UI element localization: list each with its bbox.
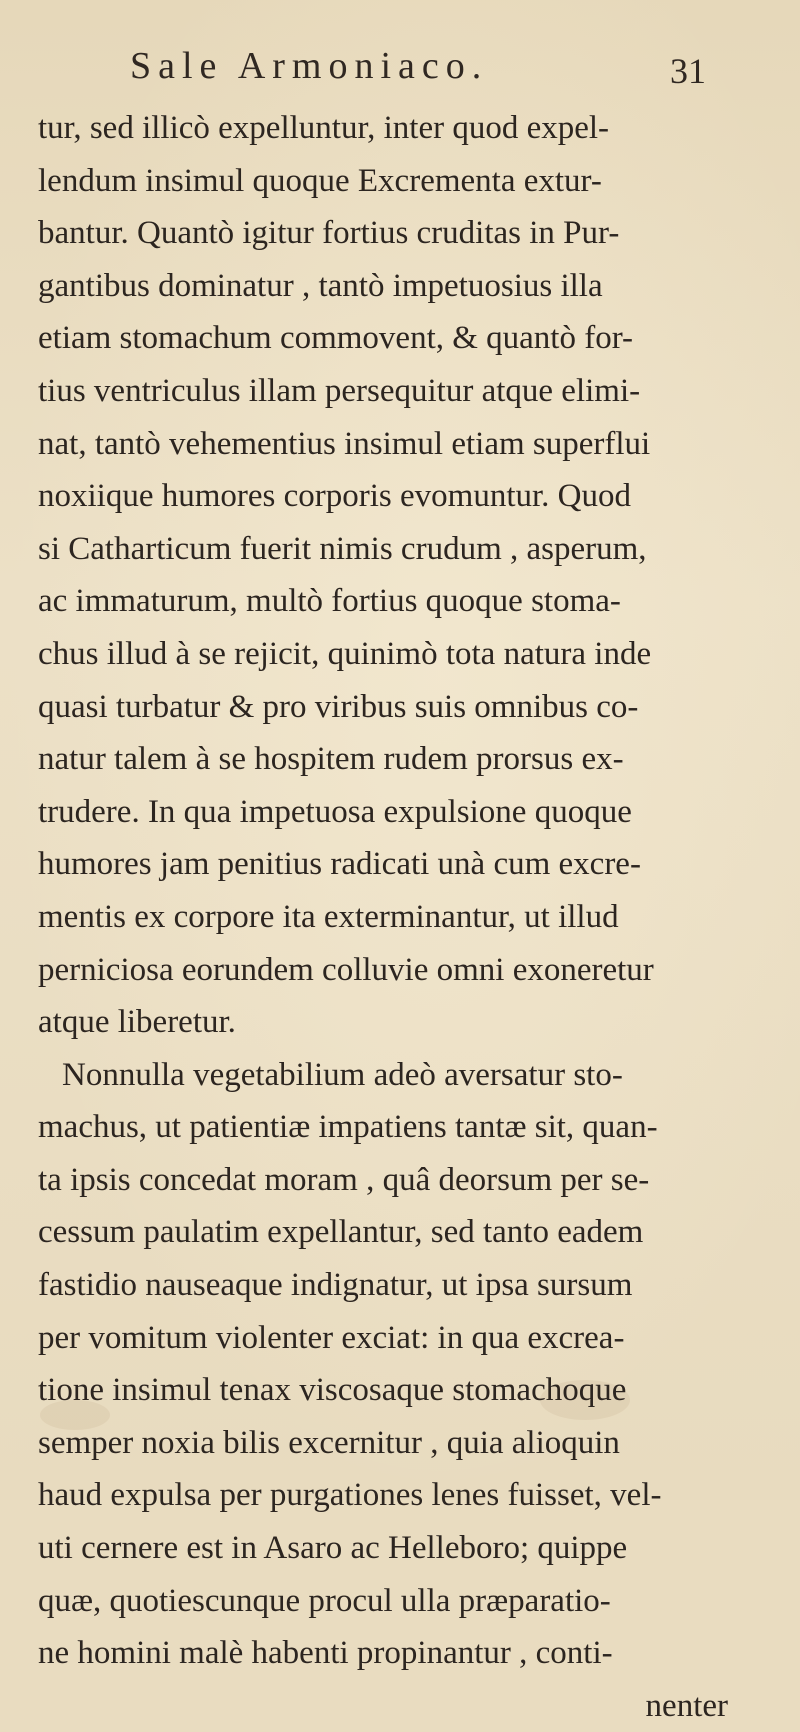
text-line: nat, tantò vehementius insimul etiam superflui: [38, 425, 651, 462]
text-line: atque liberetur.: [38, 1004, 236, 1041]
text-line: si Catharticum fuerit nimis crudum , asperum,: [38, 530, 647, 567]
text-line: tur, sed illicò expelluntur, inter quod expel-: [38, 110, 610, 146]
text-line: trudere. In qua impetuosa expulsione quoque: [38, 793, 632, 830]
text-line: haud expulsa per purgationes lenes fuisset, vel-: [38, 1477, 662, 1514]
text-line: mentis ex corpore ita exterminantur, ut illud: [38, 898, 619, 935]
text-line: quasi turbatur & pro viribus suis omnibus co-: [38, 688, 639, 725]
text-line: cessum paulatim expellantur, sed tanto eadem: [38, 1214, 644, 1251]
text-line: tione insimul tenax viscosaque stomachoque: [38, 1372, 627, 1409]
text-line: ta ipsis concedat moram , quâ deorsum per se-: [38, 1161, 650, 1198]
body-text: [38, 102, 738, 1732]
text-line: perniciosa eorundem colluvie omni exoneretur: [38, 951, 654, 988]
running-head: [0, 44, 800, 94]
text-line: fastidio nauseaque indignatur, ut ipsa sursum: [38, 1267, 633, 1304]
text-line: humores jam penitius radicati unà cum excre-: [38, 846, 641, 883]
text-line: gantibus dominatur , tantò impetuosius illa: [38, 267, 603, 304]
text-line: semper noxia bilis excernitur , quia alioquin: [38, 1424, 620, 1461]
text-line: uti cernere est in Asaro ac Helleboro; quippe: [38, 1530, 628, 1567]
running-title: Sale Armoniaco.: [130, 45, 489, 87]
text-line: quæ, quotiescunque procul ulla præparatio-: [38, 1582, 611, 1619]
text-line: tius ventriculus illam persequitur atque elimi-: [38, 372, 641, 409]
text-line: natur talem à se hospitem rudem prorsus ex-: [38, 741, 624, 778]
paragraph-first-line: Nonnulla vegetabilium adeò aversatur sto-: [62, 1056, 623, 1093]
page-number: 31: [670, 51, 706, 91]
text-line: noxiique humores corporis evomuntur. Quod: [38, 478, 632, 515]
text-line: per vomitum violenter exciat: in qua excrea-: [38, 1319, 625, 1356]
text-line: etiam stomachum commovent, & quantò for-: [38, 320, 634, 357]
text-line: bantur. Quantò igitur fortius cruditas in Pur-: [38, 215, 620, 252]
text-line: chus illud à se rejicit, quinimò tota natura inde: [38, 635, 652, 672]
text-line: ne homini malè habenti propinantur , conti-: [38, 1635, 613, 1672]
text-line: machus, ut patientiæ impatiens tantæ sit, quan-: [38, 1109, 658, 1146]
text-line: ac immaturum, multò fortius quoque stoma-: [38, 583, 621, 620]
text-line: lendum insimul quoque Excrementa extur-: [38, 162, 602, 199]
catchword: nenter: [645, 1687, 728, 1724]
